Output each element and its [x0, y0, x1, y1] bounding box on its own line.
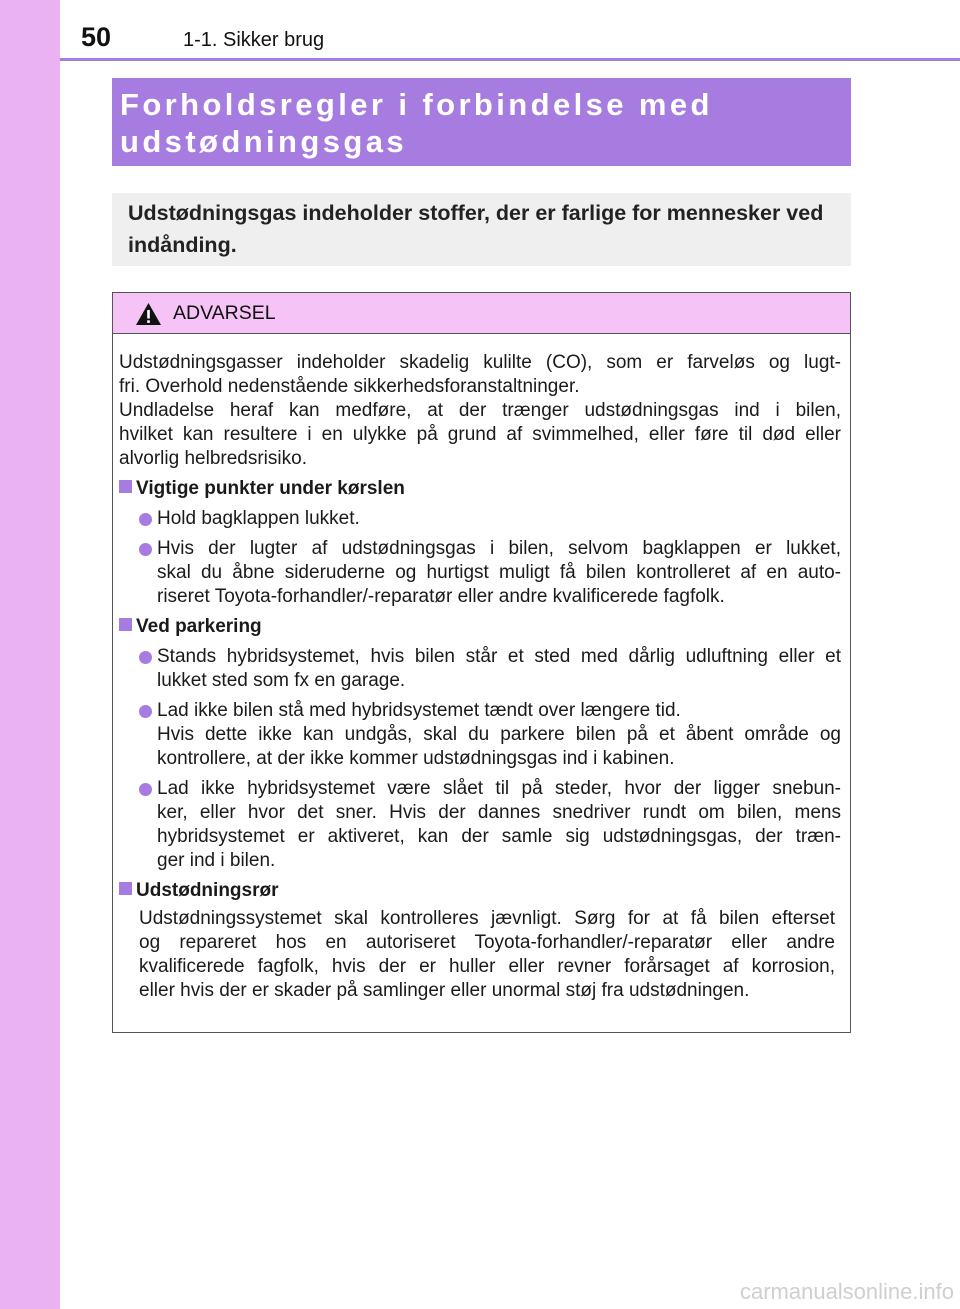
heading-square-marker: [119, 882, 132, 895]
bullet-item: [119, 537, 841, 609]
warning-header: [113, 293, 850, 334]
side-color-strip: [0, 0, 60, 1309]
page-title-box: [112, 78, 851, 166]
text-line: riseret Toyota-forhandler/-reparatør eller andre kvalificerede fagfolk.: [157, 586, 725, 607]
text-line: eller hvis der er skader på samlinger eller unormal støj fra udstødningen.: [139, 980, 750, 1001]
page-title-line-2: udstødningsgas: [120, 124, 407, 159]
text-line: alvorlig helbredsrisiko.: [119, 448, 307, 469]
bullet-item: [119, 699, 841, 771]
text-line: Udstødningssystemet skal kontrolleres jævnligt. Sørg for at få bilen efterset: [139, 908, 835, 929]
text-line: ger ind i bilen.: [157, 850, 276, 871]
bullet-dot: [139, 651, 152, 664]
section-heading-parking: [119, 615, 841, 639]
text-line: kvalificerede fagfolk, hvis der er huller eller revner forårsaget af korrosion,: [139, 956, 835, 977]
text-line: Hvis der lugter af udstødningsgas i bilen, selvom bagklappen er lukket,: [157, 538, 841, 559]
heading-text: Vigtige punkter under kørslen: [136, 478, 405, 499]
text-line: skal du åbne sideruderne og hurtigst muligt få bilen kontrolleret af en auto-: [157, 562, 841, 583]
text-line: og repareret hos en autoriseret Toyota-forhandler/-reparatør eller andre: [139, 932, 835, 953]
text-line: Undladelse heraf kan medføre, at der trænger udstødningsgas ind i bilen,: [119, 400, 841, 421]
watermark-text: carmanualsonline.info: [739, 1279, 954, 1304]
section-heading-driving: [119, 477, 841, 501]
bullet-dot: [139, 543, 152, 556]
text-line: Lad ikke hybridsystemet være slået til på steder, hvor der ligger snebun-: [157, 778, 841, 799]
heading-square-marker: [119, 618, 132, 631]
intro-text: Udstødningsgas indeholder stoffer, der er farlige for mennesker ved indånding.: [128, 201, 824, 257]
bullet-dot: [139, 783, 152, 796]
bullet-item: [119, 645, 841, 693]
intro-box: [112, 193, 851, 266]
warning-box: [112, 292, 851, 1033]
warning-paragraph-2: [119, 399, 841, 471]
bullet-dot: [139, 513, 152, 526]
heading-square-marker: [119, 480, 132, 493]
text-line: Hold bagklappen lukket.: [157, 508, 360, 529]
warning-paragraph-1: [119, 351, 841, 399]
text-line: Lad ikke bilen stå med hybridsystemet tændt over længere tid.: [157, 700, 681, 721]
section-label: 1-1. Sikker brug: [183, 29, 325, 51]
section-heading-exhaust-pipe: [119, 879, 841, 903]
text-line: hybridsystemet er aktiveret, kan der samle sig udstødningsgas, der træn-: [157, 826, 841, 847]
text-line: hvilket kan resultere i en ulykke på grund af svimmelhed, eller føre til død eller: [119, 424, 841, 445]
heading-text: Udstødningsrør: [136, 880, 279, 901]
text-line: fri. Overhold nedenstående sikkerhedsforanstaltninger.: [119, 376, 580, 397]
exhaust-pipe-text: [119, 907, 841, 1003]
warning-label: ADVARSEL: [173, 302, 276, 324]
header-rule: [60, 58, 960, 61]
bullet-item: [119, 507, 841, 531]
text-line: Udstødningsgasser indeholder skadelig kulilte (CO), som er farveløs og lugt-: [119, 352, 841, 373]
warning-triangle-icon: [135, 302, 162, 326]
text-line: Stands hybridsystemet, hvis bilen står et sted med dårlig udluftning eller et: [157, 646, 841, 667]
page-number: 50: [81, 22, 112, 52]
bullet-dot: [139, 705, 152, 718]
bullet-item: [119, 777, 841, 873]
text-line: lukket sted som fx en garage.: [157, 670, 406, 691]
text-line: ker, eller hvor det sner. Hvis der dannes snedriver rundt om bilen, mens: [157, 802, 841, 823]
heading-text: Ved parkering: [136, 616, 262, 637]
text-line: kontrollere, at der ikke kommer udstødningsgas ind i kabinen.: [157, 748, 675, 769]
warning-body: [113, 334, 850, 1003]
page-title-line-1: Forholdsregler i forbindelse med: [120, 87, 713, 122]
text-line: Hvis dette ikke kan undgås, skal du parkere bilen på et åbent område og: [157, 724, 841, 745]
